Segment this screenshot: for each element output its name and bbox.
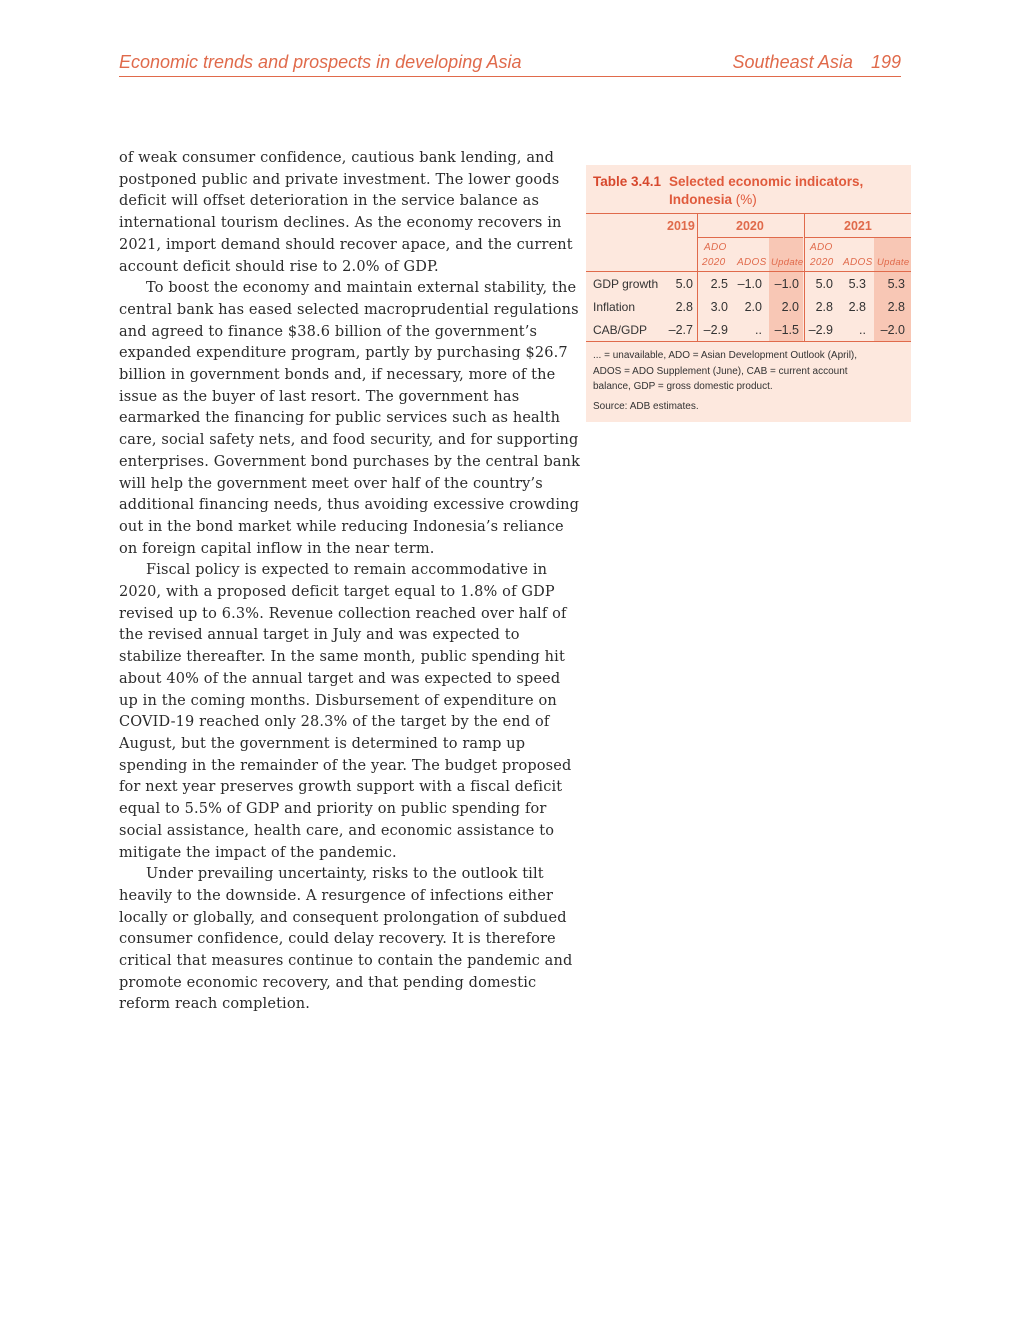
- row-label-gdp-growth: GDP growth: [593, 277, 659, 291]
- row-label-inflation: Inflation: [593, 300, 636, 314]
- table-cell: –2.9: [703, 323, 728, 337]
- sub-ados-2020: ADOS: [737, 257, 767, 268]
- table-cell: 2.0: [781, 300, 799, 314]
- table-note-line-3: balance, GDP = gross domestic product.: [593, 381, 773, 392]
- running-header-title: Economic trends and prospects in developing Asia: [119, 52, 522, 72]
- table-cell: –1.0: [737, 277, 762, 291]
- table-number: Table 3.4.1: [593, 174, 662, 189]
- table-unit: (%): [735, 192, 757, 207]
- table-box: [586, 165, 911, 422]
- main-body-text: [119, 148, 581, 1016]
- table-caption: [669, 173, 899, 209]
- rule-vert-1: [697, 213, 698, 341]
- year-2020: 2020: [736, 219, 764, 233]
- sub-ado-2020-l2: 2020: [702, 257, 726, 268]
- table-cell: –2.9: [808, 323, 833, 337]
- rule-year-under-2020: [698, 237, 803, 238]
- table-cell: 3.0: [710, 300, 728, 314]
- table-cell: 2.5: [710, 277, 728, 291]
- page-number: 199: [870, 52, 901, 72]
- table-cell: 5.0: [815, 277, 833, 291]
- sub-ados-2021: ADOS: [843, 257, 873, 268]
- paragraph-2: To boost the economy and maintain external stability, the central bank has eased selected macroprudential regulations and agreed to finance $38.6 billion of the government’s expanded expenditure program, partly by purchasing $26.7 billion in government bonds and, if necessary, more of the issue as the buyer of last resort. The government has earmarked the financing for public services such as health care, social safety nets, and food security, and for supporting enterprises. Government bond purchases by the central bank will help the government meet over half of the country’s additional financing needs, thus avoiding excessive crowding out in the bond market while reducing Indonesia’s reliance on foreign capital inflow in the near term.: [119, 280, 581, 557]
- rule-bottom: [586, 341, 911, 342]
- sub-ado-2020-l1: ADO: [704, 242, 727, 253]
- table-caption-text: Selected economic indicators, Indonesia: [669, 174, 864, 207]
- table-notes: [593, 348, 905, 414]
- paragraph-1: of weak consumer confidence, cautious bank lending, and postponed public and private investment. The lower goods deficit will offset deterioration in the service balance as international tourism declines. As the economy recovers in 2021, import demand should recover apace, and the current account deficit should rise to 2.0% of GDP.: [119, 150, 573, 275]
- table-cell: 2.8: [815, 300, 833, 314]
- table-cell: –2.0: [880, 323, 905, 337]
- table-note-line-2: ADOS = ADO Supplement (June), CAB = current account: [593, 365, 848, 377]
- table-cell: 5.0: [675, 277, 693, 291]
- rule-top: [586, 213, 911, 214]
- rule-vert-2: [804, 213, 805, 341]
- table-cell: –1.5: [774, 323, 799, 337]
- table-cell: ..: [859, 323, 866, 337]
- sub-update-2020: Update: [771, 257, 804, 268]
- table-cell: 2.8: [675, 300, 693, 314]
- table-cell: 5.3: [848, 277, 866, 291]
- running-header: [119, 50, 901, 77]
- table-source: Source: ADB estimates.: [593, 400, 699, 412]
- rule-year-under-2021: [805, 237, 911, 238]
- table-note-line-1: ... = unavailable, ADO = Asian Development Outlook (April),: [593, 350, 858, 361]
- running-header-right: [733, 52, 901, 73]
- table-cell: 2.8: [887, 300, 905, 314]
- row-label-cab-gdp: CAB/GDP: [593, 323, 648, 337]
- table-cell: ..: [755, 323, 762, 337]
- table-cell: –1.0: [774, 277, 799, 291]
- sub-update-2021: Update: [877, 257, 910, 268]
- rule-header-bottom: [586, 271, 911, 272]
- sub-ado-2021-l2: 2020: [810, 257, 834, 268]
- paragraph-4: Under prevailing uncertainty, risks to the outlook tilt heavily to the downside. A resurgence of infections either locally or globally, and consequent prolongation of subdued consumer confidence, could delay recovery. It is therefore critical that measures continue to contain the pandemic and promote economic recovery, and that pending domestic reform reach completion.: [119, 866, 573, 1013]
- year-2019: 2019: [667, 219, 695, 233]
- table-cell: 2.8: [848, 300, 866, 314]
- sub-ado-2021-l1: ADO: [810, 242, 833, 253]
- section-name: Southeast Asia: [732, 52, 853, 72]
- paragraph-3: Fiscal policy is expected to remain accommodative in 2020, with a proposed deficit target equal to 1.8% of GDP revised up to 6.3%. Revenue collection reached over half of the revised annual target in July and was expected to stabilize thereafter. In the same month, public spending hit about 40% of the annual target and was expected to speed up in the coming months. Disbursement of expenditure on COVID-19 reached only 28.3% of the target by the end of August, but the government is determined to ramp up spending in the remainder of the year. The budget proposed for next year preserves growth support with a fiscal deficit equal to 5.5% of GDP and priority on public spending for social assistance, health care, and economic assistance to mitigate the impact of the pandemic.: [119, 562, 572, 861]
- table-cell: –2.7: [668, 323, 693, 337]
- table-cell: 5.3: [887, 277, 905, 291]
- table-cell: 2.0: [744, 300, 762, 314]
- year-2021: 2021: [844, 219, 872, 233]
